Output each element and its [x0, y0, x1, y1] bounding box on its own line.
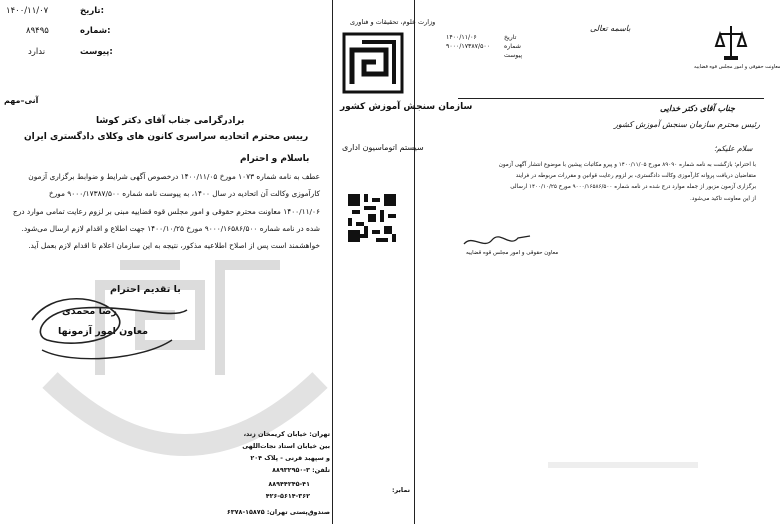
header-rule: [458, 98, 764, 99]
divider-line: [414, 0, 415, 524]
signer-title: معاون امور آزمونها: [58, 326, 148, 337]
address-line: بین خیابان استاد نجات‌اللهی: [242, 442, 330, 450]
urgency-label: آنی–مهم: [4, 96, 39, 105]
ministry-label: وزارت علوم، تحقیقات و فناوری: [350, 18, 436, 26]
fax-number-2: ۴۲۶-۵۶۱۴-۳۶۲: [265, 492, 310, 500]
header-label-date: تاریخ: [504, 34, 517, 41]
addressee-line-2: رییس محترم اتحادیه سراسری کانون های وکلای دادگستری ایران: [24, 132, 309, 142]
attachment-value: ندارد: [28, 47, 46, 57]
salutation: سلام علیکم؛: [714, 144, 753, 153]
number-value: ۸۹۴۹۵: [26, 26, 49, 36]
addressee-line-1: برادرگرامی جناب آقای دکتر کوشا: [96, 116, 245, 126]
address-line: تهران: خیابان کریمخان زند،: [243, 430, 330, 438]
body-line: متقاضیان دریافت پروانه کارآموزی وکالت دادگستری، بر لزوم رعایت قوانین و مقررات مربوطه در فرایند: [515, 173, 756, 179]
emblem-caption: معاونت حقوقی و امور مجلس قوه قضاییه: [694, 64, 780, 70]
body-line: خواهشمند است پس از اصلاح اطلاعیه مذکور، نتیجه به این سازمان اعلام تا اقدام لازم بعمل آید.: [28, 241, 320, 250]
body-line: برگزاری آزمون مزبور از جمله موارد درج شده در نامه شماره ۹۰۰۰/۱۶۵۸۶/۵۰۰ مورخ ۱۴۰۰/۱۰/۲۵ ارسالی: [510, 184, 756, 190]
address-line: و سپهبد قرنی - پلاک ۲۰۴: [250, 454, 330, 462]
po-box-line: صندوق‌پستی تهران: ۱۵۸۷۵-۶۳۷۸: [226, 508, 330, 516]
addressee-line-1: جناب آقای دکتر خدایی: [660, 104, 735, 113]
bismillah: باسمه تعالی: [590, 24, 631, 33]
qr-code-icon: [348, 194, 396, 242]
faint-footer-mark: [548, 462, 698, 468]
header-number: ۹۰۰۰/۱۷۳۸۷/۵۰۰: [446, 43, 491, 50]
header-label-number: شماره: [504, 43, 521, 50]
divider-line: [332, 0, 333, 524]
header-label-attachment: پیوست: [504, 52, 523, 59]
number-label: شماره:: [80, 26, 111, 36]
signature-caption: معاون حقوقی و امور مجلس قوه قضاییه: [466, 250, 559, 256]
body-line: شده در نامه شماره ۹۰۰۰/۱۶۵۸۶/۵۰۰ مورخ ۱۴۰۰/۱۰/۲۵ جهت اطلاع و اقدام لازم ارسال می‌شود.: [21, 224, 320, 233]
body-line: از این معاونت تاکید می‌شود.: [690, 196, 756, 202]
body-line: با احترام؛ بازگشت به نامه شماره ۸۹۰۹۰ مورخ ۱۴۰۰/۱۱/۰۵ و پیرو مکاتبات پیشین با موضوع انتشار آگهی آزمون: [498, 162, 756, 168]
salutation: باسلام و احترام: [240, 154, 310, 164]
body-line: کارآموزی وکالت آن اتحادیه در سال ۱۴۰۰، به پیوست نامه شماره ۹۰۰۰/۱۷۳۸۷/۵۰۰ مورخ: [48, 189, 320, 198]
judiciary-emblem-icon: [714, 24, 748, 62]
signer-name: رضا محمدی: [62, 306, 117, 317]
system-label: سیستم اتوماسیون اداری: [342, 143, 424, 152]
organization-logo-icon: [342, 32, 404, 94]
phone-line: تلفن: ۳-۸۸۹۳۲۹۵۰: [272, 466, 330, 474]
fax-number: ۸۸۹۴۴۲۴۵-۴۱: [268, 480, 310, 488]
date-value: ۱۴۰۰/۱۱/۰۷: [6, 6, 49, 16]
closing: با تقدیم احترام: [110, 284, 181, 295]
org-name: سازمان سنجش آموزش کشور: [340, 102, 473, 112]
addressee-line-2: رئیس محترم سازمان سنجش آموزش کشور: [614, 120, 760, 129]
header-date: ۱۴۰۰/۱۱/۰۶: [446, 34, 477, 41]
signature-scribble-icon: [22, 280, 202, 370]
fax-label: نمابر:: [392, 486, 411, 494]
body-line: ۱۴۰۰/۱۱/۰۶ معاونت محترم حقوقی و امور مجلس قوه قضاییه مبنی بر لزوم رعایت تمامی موارد درج: [12, 207, 320, 216]
attachment-label: پیوست:: [80, 47, 113, 57]
body-line: عطف به نامه شماره ۱۰۷۳ مورخ ۱۴۰۰/۱۱/۰۵ درخصوص آگهی شرایط و ضوابط برگزاری آزمون: [28, 172, 320, 181]
date-label: تاریخ:: [80, 6, 105, 16]
